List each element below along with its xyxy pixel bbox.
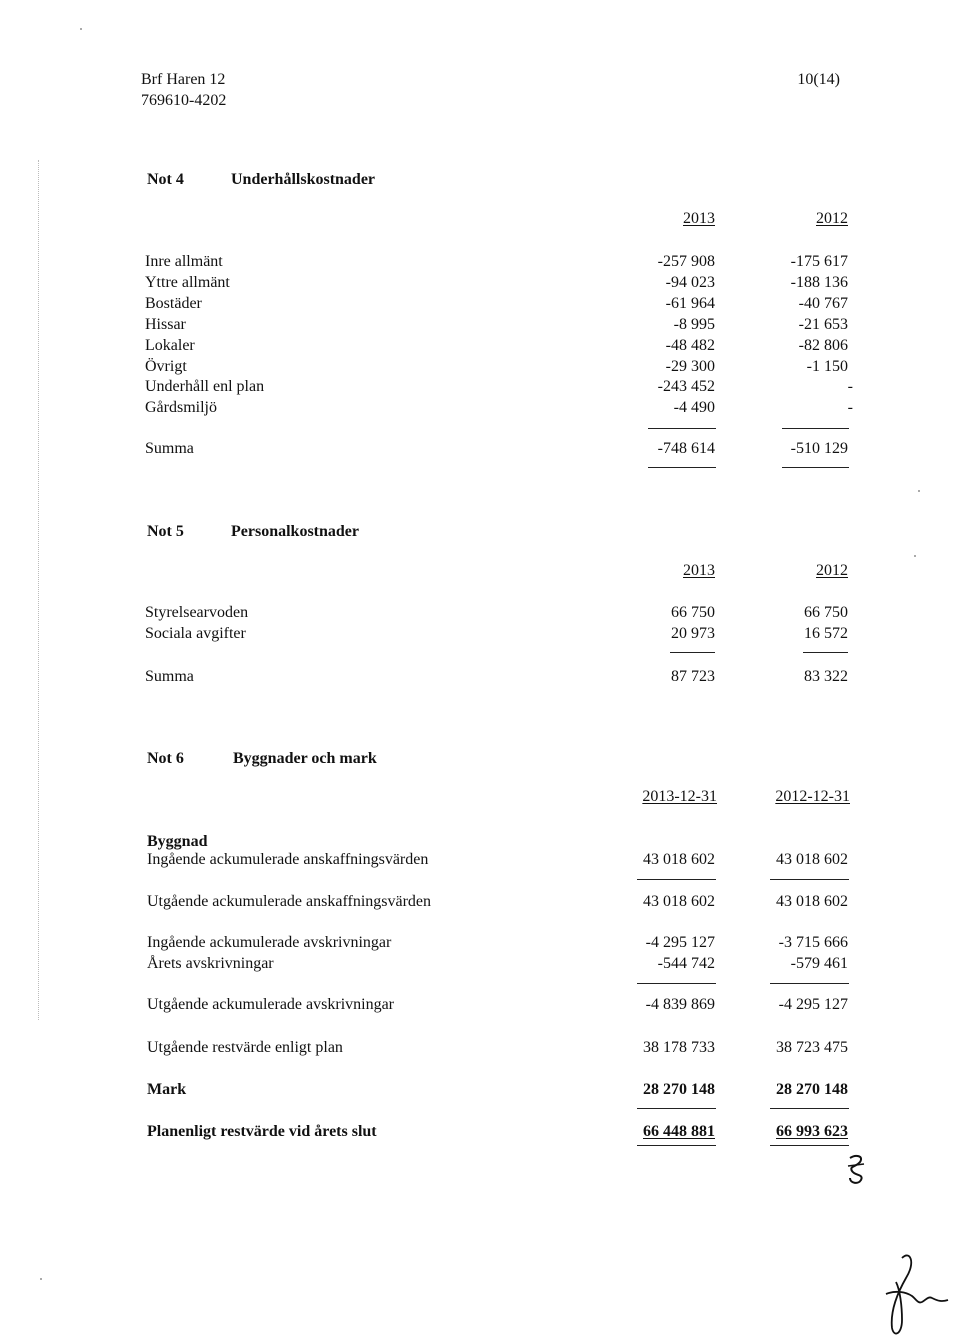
table-row-value-2013: -4 490 <box>673 399 715 416</box>
table-row-value-2013: 66 750 <box>671 604 715 621</box>
table-row-value-2013: -94 023 <box>665 274 715 291</box>
table-row-label: Styrelsearvoden <box>145 604 249 621</box>
signature <box>872 1250 952 1340</box>
sum-value-2012: 83 322 <box>804 668 848 685</box>
table-row-value-2012: -579 461 <box>790 955 848 972</box>
table-row-label: Yttre allmänt <box>145 274 230 291</box>
table-row-label: Utgående ackumulerade avskrivningar <box>147 996 395 1013</box>
table-row-label: Sociala avgifter <box>145 625 246 642</box>
subtotal-rule <box>770 879 849 880</box>
note-4-title: Underhållskostnader <box>231 171 376 188</box>
note-6-number: Not 6 <box>147 750 184 767</box>
table-row-label: Övrigt <box>145 358 187 375</box>
table-row-value-2012: - <box>847 399 853 416</box>
double-underline-rule <box>770 1145 849 1146</box>
table-row-label: Bostäder <box>145 295 202 312</box>
table-row-value-2012: -40 767 <box>798 295 848 312</box>
table-row-value-2012: 43 018 602 <box>776 851 848 868</box>
sum-label: Summa <box>145 440 194 457</box>
note-4-number: Not 4 <box>147 171 184 188</box>
table-row-value-2012: 28 270 148 <box>776 1081 848 1098</box>
table-row-value-2013: -4 839 869 <box>645 996 715 1013</box>
scan-speck <box>914 555 916 557</box>
table-row-value-2012: 16 572 <box>804 625 848 642</box>
sum-value-2013: -748 614 <box>657 440 715 457</box>
handwritten-initial <box>842 1152 872 1186</box>
table-row-label: Mark <box>147 1081 187 1098</box>
table-row-value-2013: -29 300 <box>665 358 715 375</box>
org-number: 769610-4202 <box>141 92 227 109</box>
total-rule <box>782 467 849 468</box>
sum-value-2012: -510 129 <box>790 440 848 457</box>
table-row-label: Underhåll enl plan <box>145 378 265 395</box>
subtotal-rule <box>782 428 849 429</box>
table-row-value-2013: -243 452 <box>657 378 715 395</box>
column-header-2013: 2013 <box>683 562 715 579</box>
double-underline-rule <box>637 1145 716 1146</box>
table-row-value-2012: -1 150 <box>806 358 848 375</box>
subtotal-rule <box>670 652 715 653</box>
note-6-title: Byggnader och mark <box>233 750 377 767</box>
table-row-value-2013: -8 995 <box>673 316 715 333</box>
table-row-label: Lokaler <box>145 337 195 354</box>
table-row-value-2012: -4 295 127 <box>778 996 848 1013</box>
table-row-label: Ingående ackumulerade avskrivningar <box>147 934 392 951</box>
scan-speck <box>80 28 82 30</box>
table-row-value-2012: -188 136 <box>790 274 848 291</box>
section-heading-byggnad: Byggnad <box>147 833 208 850</box>
table-row-value-2013: 28 270 148 <box>643 1081 715 1098</box>
table-row-value-2013: 20 973 <box>671 625 715 642</box>
scan-speck <box>918 490 920 492</box>
table-row-value-2012: - <box>847 378 853 395</box>
table-row-value-2012: 66 993 623 <box>776 1123 848 1140</box>
table-row-value-2013: -48 482 <box>665 337 715 354</box>
scan-speck <box>40 1278 42 1280</box>
table-row-value-2012: -175 617 <box>790 253 848 270</box>
table-row-value-2012: -3 715 666 <box>778 934 848 951</box>
subtotal-rule <box>770 1108 849 1109</box>
table-row-value-2012: 66 750 <box>804 604 848 621</box>
subtotal-rule <box>770 983 849 984</box>
table-row-value-2012: 43 018 602 <box>776 893 848 910</box>
table-row-value-2013: 43 018 602 <box>643 851 715 868</box>
table-row-value-2013: -4 295 127 <box>645 934 715 951</box>
table-row-label: Utgående ackumulerade anskaffningsvärden <box>147 893 432 910</box>
note-5-number: Not 5 <box>147 523 184 540</box>
note-5-title: Personalkostnader <box>231 523 359 540</box>
table-row-value-2013: 43 018 602 <box>643 893 715 910</box>
table-row-label: Ingående ackumulerade anskaffningsvärden <box>147 851 429 868</box>
org-name: Brf Haren 12 <box>141 71 226 88</box>
subtotal-rule <box>637 1108 716 1109</box>
table-row-value-2013: 66 448 881 <box>643 1123 715 1140</box>
column-header-2012: 2012 <box>816 210 848 227</box>
table-row-label: Årets avskrivningar <box>147 955 274 972</box>
table-row-label: Utgående restvärde enligt plan <box>147 1039 343 1056</box>
column-header-2013-12-31: 2013-12-31 <box>642 788 717 805</box>
subtotal-rule <box>803 652 848 653</box>
table-row-value-2012: -82 806 <box>798 337 848 354</box>
column-header-2012-12-31: 2012-12-31 <box>775 788 850 805</box>
table-row-label: Planenligt restvärde vid årets slut <box>147 1123 377 1140</box>
table-row-label: Inre allmänt <box>145 253 223 270</box>
table-row-value-2013: -544 742 <box>657 955 715 972</box>
column-header-2013: 2013 <box>683 210 715 227</box>
page-number: 10(14) <box>797 71 840 88</box>
table-row-value-2013: -61 964 <box>665 295 715 312</box>
table-row-label: Hissar <box>145 316 186 333</box>
table-row-value-2012: -21 653 <box>798 316 848 333</box>
sum-value-2013: 87 723 <box>671 668 715 685</box>
scan-edge-line <box>38 160 39 1020</box>
subtotal-rule <box>648 428 716 429</box>
table-row-value-2013: -257 908 <box>657 253 715 270</box>
total-rule <box>648 467 716 468</box>
column-header-2012: 2012 <box>816 562 848 579</box>
subtotal-rule <box>637 983 716 984</box>
table-row-value-2013: 38 178 733 <box>643 1039 715 1056</box>
sum-label: Summa <box>145 668 194 685</box>
subtotal-rule <box>637 879 716 880</box>
table-row-value-2012: 38 723 475 <box>776 1039 848 1056</box>
table-row-label: Gårdsmiljö <box>145 399 217 416</box>
